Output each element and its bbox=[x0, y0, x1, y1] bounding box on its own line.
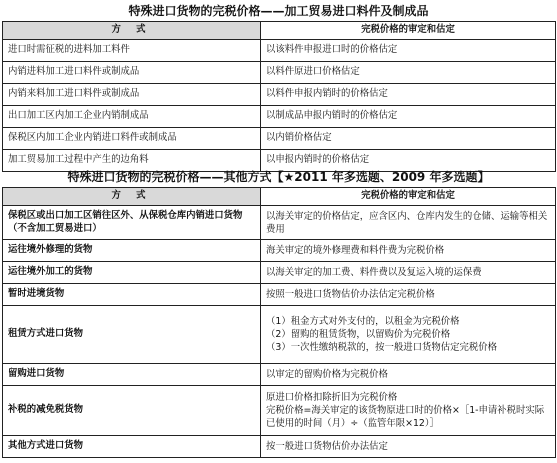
rule-cell bbox=[261, 436, 556, 458]
rule-cell bbox=[261, 206, 556, 240]
method-cell: 进口时需征税的进料加工料件 bbox=[3, 40, 261, 62]
table-row bbox=[3, 364, 556, 386]
rule-line: 原进口价格扣除折旧为完税价格 bbox=[266, 392, 398, 403]
method-cell: 留购进口货物 bbox=[3, 364, 261, 386]
rule-cell bbox=[261, 306, 556, 364]
rule-cell: 以料件原进口价格估定 bbox=[261, 62, 556, 84]
table-row bbox=[3, 40, 556, 62]
table-row bbox=[3, 62, 556, 84]
table-row bbox=[3, 262, 556, 284]
table-row bbox=[3, 436, 556, 458]
processing-trade-table bbox=[2, 21, 556, 172]
rule-line: （2）留购的租赁货物，以留购价为完税价格 bbox=[266, 329, 451, 340]
table-row bbox=[3, 128, 556, 150]
method-cell: 暂时进境货物 bbox=[3, 284, 261, 306]
rule-cell bbox=[261, 240, 556, 262]
table-row bbox=[3, 84, 556, 106]
rule-line: （1）租金方式对外支付的，以租金为完税价格 bbox=[266, 316, 460, 327]
rule-line: 海关审定的境外修理费和料件费为完税价格 bbox=[266, 245, 445, 256]
rule-cell: 以该料件申报进口时的价格估定 bbox=[261, 40, 556, 62]
table-header-row bbox=[3, 188, 556, 206]
method-cell: 运往境外加工的货物 bbox=[3, 262, 261, 284]
method-cell: 运往境外修理的货物 bbox=[3, 240, 261, 262]
table-row bbox=[3, 206, 556, 240]
rule-line: 以审定的留购价格为完税价格 bbox=[266, 369, 388, 380]
rule-line: 按一般进口货物估价办法估定 bbox=[266, 441, 388, 452]
method-cell: 加工贸易加工过程中产生的边角料 bbox=[3, 150, 261, 172]
method-cell: 出口加工区内加工企业内销制成品 bbox=[3, 106, 261, 128]
rule-line: 以海关审定的加工费、料件费以及复运入境的运保费 bbox=[266, 267, 482, 278]
rule-cell: 以料件申报内销时的价格估定 bbox=[261, 84, 556, 106]
header-method: 方 式 bbox=[3, 22, 261, 40]
method-cell: 内销来料加工进口料件或制成品 bbox=[3, 84, 261, 106]
table-row bbox=[3, 106, 556, 128]
other-methods-table bbox=[2, 187, 556, 458]
rule-cell: 以内销价格估定 bbox=[261, 128, 556, 150]
rule-cell: 以制成品申报内销时的价格估定 bbox=[261, 106, 556, 128]
method-cell: 租赁方式进口货物 bbox=[3, 306, 261, 364]
header-rule: 完税价格的审定和估定 bbox=[261, 188, 556, 206]
method-cell: 补税的减免税货物 bbox=[3, 386, 261, 436]
table-row bbox=[3, 240, 556, 262]
rule-line: 以海关审定的价格估定，应含区内、仓库内发生的仓储、运输等相关费用 bbox=[266, 210, 548, 235]
section2-title: 特殊进口货物的完税价格——其他方式【★2011 年多选题、2009 年多选题】 bbox=[67, 170, 490, 184]
table-row bbox=[3, 306, 556, 364]
rule-cell bbox=[261, 386, 556, 436]
header-method: 方 式 bbox=[3, 188, 261, 206]
rule-line: 完税价格=海关审定的该货物原进口时的价格×［1-申请补税时实际已使用的时间（月）÷（监管年限×12）］ bbox=[266, 405, 545, 429]
method-cell: 保税区内加工企业内销进口料件或制成品 bbox=[3, 128, 261, 150]
method-cell: 内销进料加工进口料件或制成品 bbox=[3, 62, 261, 84]
method-cell: 其他方式进口货物 bbox=[3, 436, 261, 458]
rule-line: 按照一般进口货物估价办法估定完税价格 bbox=[266, 289, 435, 300]
method-cell: 保税区或出口加工区销往区外、从保税仓库内销进口货物（不含加工贸易进口） bbox=[3, 206, 261, 240]
table-row bbox=[3, 386, 556, 436]
rule-cell: 以申报内销时的价格估定 bbox=[261, 150, 556, 172]
table-header-row bbox=[3, 22, 556, 40]
table-row bbox=[3, 284, 556, 306]
rule-cell bbox=[261, 262, 556, 284]
rule-cell bbox=[261, 364, 556, 386]
rule-line: （3）一次性缴纳税款的，按一般进口货物估定完税价格 bbox=[266, 342, 497, 353]
section1-title: 特殊进口货物的完税价格——加工贸易进口料件及制成品 bbox=[128, 4, 429, 18]
rule-cell bbox=[261, 284, 556, 306]
header-rule: 完税价格的审定和估定 bbox=[261, 22, 556, 40]
